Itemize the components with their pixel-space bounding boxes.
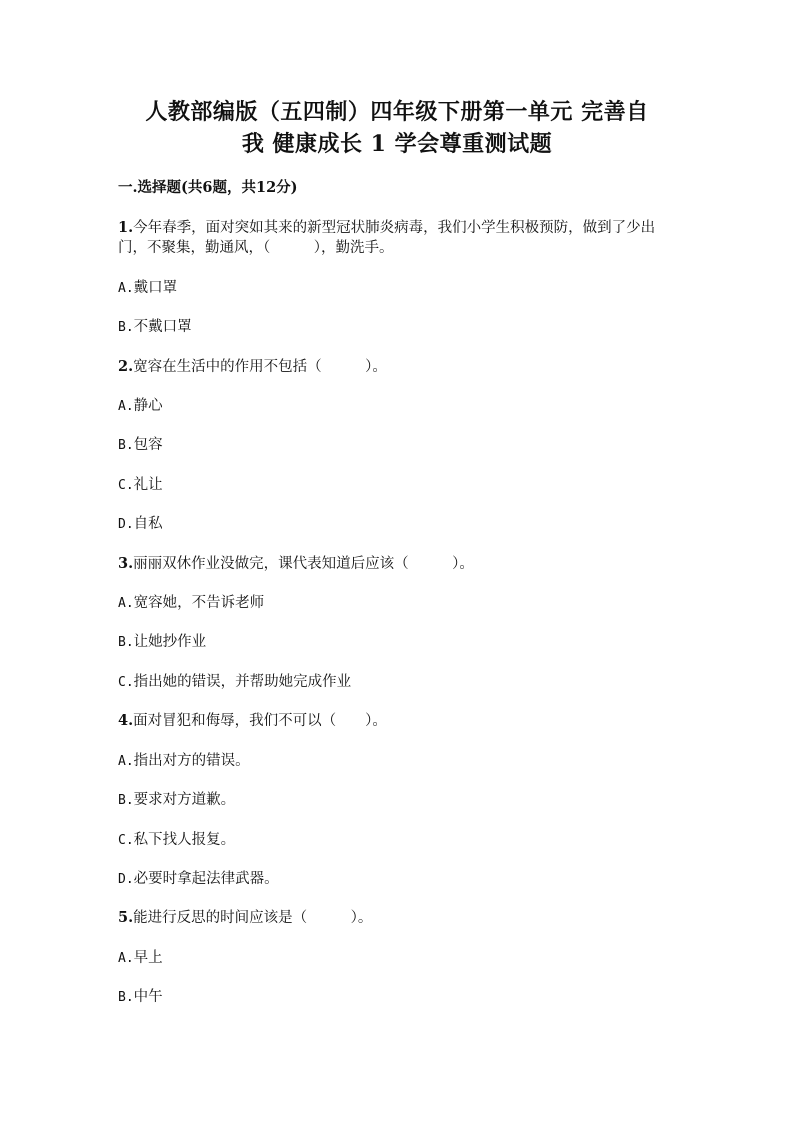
option-text: 私下找人报复。 — [133, 832, 236, 848]
question-3 — [118, 554, 678, 574]
option-letter: B. — [118, 990, 134, 1005]
question-3-option-b — [118, 632, 206, 653]
option-letter: A. — [118, 281, 134, 296]
option-letter: A. — [118, 596, 134, 611]
option-text: 自私 — [133, 516, 163, 532]
question-text: 面对冒犯和侮辱，我们不可以（ ）。 — [133, 713, 387, 729]
question-number: 3. — [118, 555, 134, 572]
title-line-1: 人教部编版（五四制）四年级下册第一单元 完善自 — [145, 99, 649, 125]
option-text: 必要时拿起法律武器。 — [133, 871, 279, 887]
option-text: 静心 — [133, 398, 163, 414]
option-text: 让她抄作业 — [133, 634, 207, 650]
option-letter: A. — [118, 399, 134, 414]
option-letter: C. — [118, 675, 134, 690]
question-number: 4. — [118, 712, 134, 729]
option-letter: A. — [118, 754, 134, 769]
option-text: 戴口罩 — [133, 280, 178, 296]
option-text: 礼让 — [133, 477, 163, 493]
option-letter: B. — [118, 793, 134, 808]
question-2-option-a — [118, 396, 163, 417]
option-letter: C. — [118, 478, 134, 493]
option-text: 要求对方道歉。 — [133, 792, 236, 808]
question-number: 5. — [118, 909, 134, 926]
page-title — [118, 96, 676, 160]
question-number: 2. — [118, 358, 134, 375]
option-letter: D. — [118, 872, 134, 887]
question-4 — [118, 711, 678, 731]
question-number: 1. — [118, 219, 134, 236]
option-letter: D. — [118, 517, 134, 532]
question-4-option-b — [118, 790, 235, 811]
option-text: 宽容她，不告诉老师 — [133, 595, 265, 611]
question-text: 能进行反思的时间应该是（ ）。 — [133, 910, 373, 926]
question-2-option-c — [118, 475, 163, 496]
question-1-option-a — [118, 278, 177, 299]
section-heading: 一.选择题(共6题，共12分) — [118, 179, 298, 196]
option-text: 不戴口罩 — [133, 319, 192, 335]
title-line-2: 我 健康成长 1 学会尊重测试题 — [241, 131, 553, 157]
question-4-option-c — [118, 830, 235, 851]
question-2-option-d — [118, 514, 163, 535]
option-letter: C. — [118, 833, 134, 848]
option-letter: B. — [118, 438, 134, 453]
question-5-option-b — [118, 987, 163, 1008]
question-4-option-d — [118, 869, 279, 890]
question-3-option-c — [118, 672, 351, 693]
question-2 — [118, 357, 678, 377]
question-5-option-a — [118, 948, 163, 969]
option-text: 指出对方的错误。 — [133, 753, 250, 769]
question-text: 宽容在生活中的作用不包括（ ）。 — [133, 359, 387, 375]
option-text: 指出她的错误，并帮助她完成作业 — [133, 674, 352, 690]
option-text: 中午 — [133, 989, 163, 1005]
question-3-option-a — [118, 593, 264, 614]
option-letter: A. — [118, 951, 134, 966]
option-letter: B. — [118, 635, 134, 650]
question-4-option-a — [118, 751, 250, 772]
question-text: 今年春季，面对突如其来的新型冠状肺炎病毒，我们小学生积极预防，做到了少出门，不聚集，勤通风，（ ），勤洗手。 — [118, 220, 656, 256]
option-letter: B. — [118, 320, 134, 335]
question-2-option-b — [118, 435, 163, 456]
option-text: 早上 — [133, 950, 163, 966]
question-1 — [118, 218, 678, 258]
option-text: 包容 — [133, 437, 163, 453]
question-1-option-b — [118, 317, 192, 338]
question-text: 丽丽双休作业没做完，课代表知道后应该（ ）。 — [133, 556, 474, 572]
question-5 — [118, 908, 678, 928]
